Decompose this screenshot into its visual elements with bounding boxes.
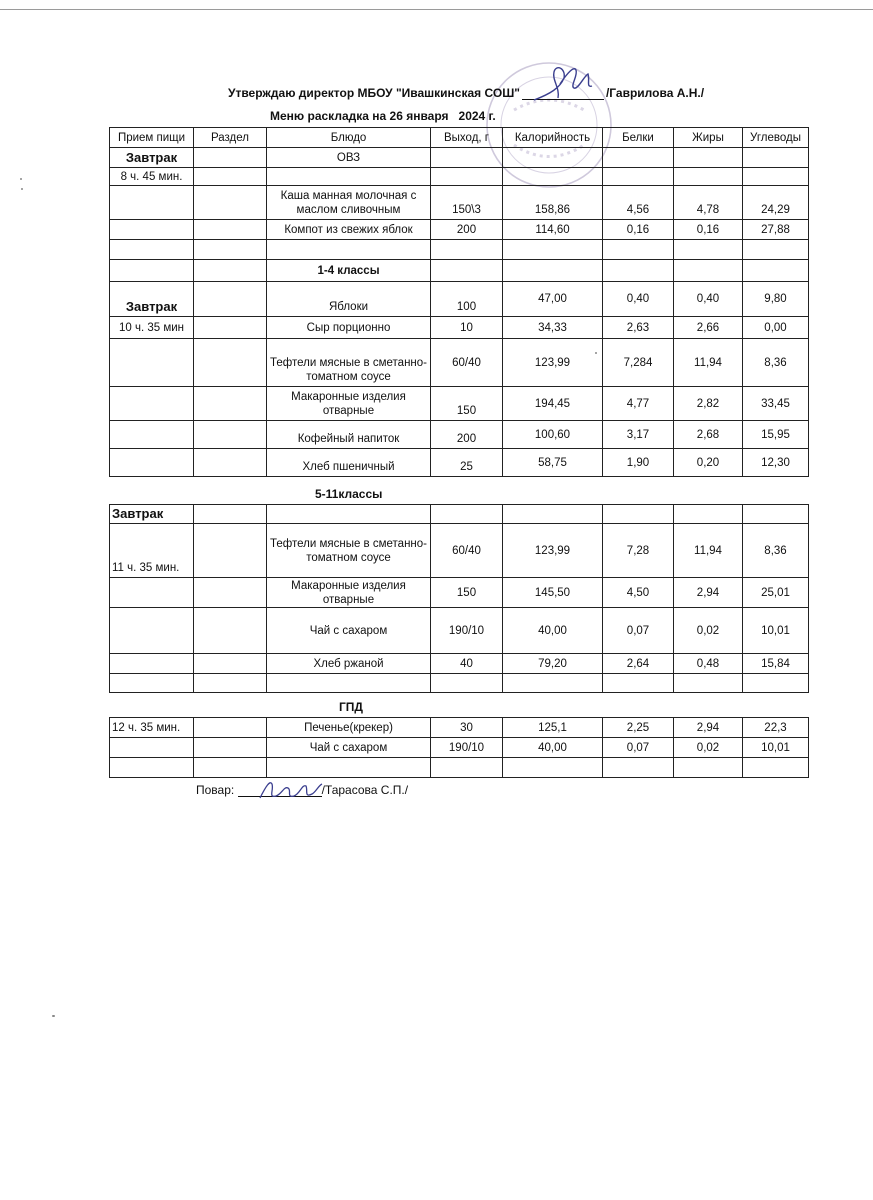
dish-fat: 0,48 <box>674 654 743 674</box>
section-label-5-11: 5-11классы <box>315 487 383 501</box>
table-row <box>110 718 809 738</box>
table-row <box>110 387 809 421</box>
dish-yield: 150 <box>431 387 503 421</box>
table-row <box>110 674 809 693</box>
meal-time: 8 ч. 45 мин. <box>110 168 194 186</box>
dish-fat: 2,94 <box>674 578 743 608</box>
meal-name: Завтрак <box>110 282 194 317</box>
dish-carbs: 27,88 <box>743 220 809 240</box>
dish-carbs: 8,36 <box>743 524 809 578</box>
col-section: Раздел <box>194 128 267 148</box>
dish-fat: 4,78 <box>674 186 743 220</box>
dish-yield: 190/10 <box>431 738 503 758</box>
dish-kcal: 123,99 <box>503 339 603 387</box>
header-row <box>110 128 809 148</box>
table-row <box>110 449 809 477</box>
cook-signature <box>256 776 326 806</box>
menu-table-5-11 <box>109 504 809 693</box>
dish-fat: 2,94 <box>674 718 743 738</box>
table-row <box>110 220 809 240</box>
dish-protein: 2,64 <box>603 654 674 674</box>
table-row <box>110 240 809 260</box>
dish-kcal: 158,86 <box>503 186 603 220</box>
scan-speck <box>20 178 22 180</box>
dish-name: Печенье(крекер) <box>267 718 431 738</box>
dish-carbs: 10,01 <box>743 738 809 758</box>
scan-speck <box>21 188 23 190</box>
dish-protein: 4,50 <box>603 578 674 608</box>
dish-name: Тефтели мясные в сметанно-томатном соусе <box>267 524 431 578</box>
table-row <box>110 738 809 758</box>
dish-name: Чай с сахаром <box>267 608 431 654</box>
dish-protein: 1,90 <box>603 449 674 477</box>
dish-name: Чай с сахаром <box>267 738 431 758</box>
table-row <box>110 505 809 524</box>
dish-carbs: 33,45 <box>743 387 809 421</box>
table-row <box>110 186 809 220</box>
table-row <box>110 608 809 654</box>
dish-fat: 2,82 <box>674 387 743 421</box>
dish-kcal: 114,60 <box>503 220 603 240</box>
dish-fat: 2,66 <box>674 317 743 339</box>
dish-carbs: 8,36 <box>743 339 809 387</box>
dish-name: Хлеб пшеничный <box>267 449 431 477</box>
dish-kcal: 100,60 <box>503 421 603 449</box>
table-row <box>110 148 809 168</box>
dish-fat: 0,20 <box>674 449 743 477</box>
col-yield: Выход, г <box>431 128 503 148</box>
dish-protein: 3,17 <box>603 421 674 449</box>
dish-yield: 200 <box>431 220 503 240</box>
col-protein: Белки <box>603 128 674 148</box>
dish-protein: 0,40 <box>603 282 674 317</box>
table-row <box>110 282 809 317</box>
dish-carbs: 24,29 <box>743 186 809 220</box>
dish-kcal: 58,75 <box>503 449 603 477</box>
dish-carbs: 22,3 <box>743 718 809 738</box>
dish-carbs: 15,95 <box>743 421 809 449</box>
col-meal: Прием пищи <box>110 128 194 148</box>
col-dish: Блюдо <box>267 128 431 148</box>
dish-fat: 11,94 <box>674 339 743 387</box>
dish-yield: 200 <box>431 421 503 449</box>
dish-fat: 0,02 <box>674 738 743 758</box>
dish-protein: 0,07 <box>603 738 674 758</box>
dish-name: Макаронные изделия отварные <box>267 387 431 421</box>
dish-carbs: 0,00 <box>743 317 809 339</box>
director-signature <box>530 58 600 108</box>
meal-name: Завтрак <box>110 148 194 168</box>
table-row <box>110 654 809 674</box>
dish-kcal: 40,00 <box>503 608 603 654</box>
dish-yield: 10 <box>431 317 503 339</box>
table-row <box>110 421 809 449</box>
director-name: /Гаврилова А.Н./ <box>605 86 705 100</box>
col-fat: Жиры <box>674 128 743 148</box>
menu-table-gpd <box>109 717 809 778</box>
dish-name: Тефтели мясные в сметанно-томатном соусе <box>267 339 431 387</box>
dish-protein: 7,28 <box>603 524 674 578</box>
dish-fat: 11,94 <box>674 524 743 578</box>
dish-kcal: 145,50 <box>503 578 603 608</box>
dish-carbs: 12,30 <box>743 449 809 477</box>
dish-fat: 0,02 <box>674 608 743 654</box>
dish-kcal: 47,00 <box>503 282 603 317</box>
table-row <box>110 578 809 608</box>
dish-name: Яблоки <box>267 282 431 317</box>
table-row <box>110 317 809 339</box>
dish-name: Компот из свежих яблок <box>267 220 431 240</box>
scan-speck <box>595 352 597 354</box>
table-row <box>110 758 809 778</box>
dish-yield: 25 <box>431 449 503 477</box>
dish-kcal: 34,33 <box>503 317 603 339</box>
meal-name: Завтрак <box>110 505 194 524</box>
section-label-gpd: ГПД <box>339 700 363 714</box>
dish-protein: 2,25 <box>603 718 674 738</box>
table-row <box>110 524 809 578</box>
dish-kcal: 40,00 <box>503 738 603 758</box>
dish-yield: 150 <box>431 578 503 608</box>
dish-fat: 0,40 <box>674 282 743 317</box>
group-name: 1-4 классы <box>267 260 431 282</box>
menu-table-main <box>109 127 809 477</box>
approval-text: Утверждаю директор МБОУ "Ивашкинская СОШ" <box>228 86 520 100</box>
meal-time: 10 ч. 35 мин <box>110 317 194 339</box>
dish-carbs: 15,84 <box>743 654 809 674</box>
dish-name: Кофейный напиток <box>267 421 431 449</box>
dish-carbs: 9,80 <box>743 282 809 317</box>
approval-line <box>228 86 704 100</box>
meal-time: 11 ч. 35 мин. <box>110 524 194 578</box>
dish-protein: 0,07 <box>603 608 674 654</box>
dish-yield: 150\3 <box>431 186 503 220</box>
dish-yield: 100 <box>431 282 503 317</box>
cook-label: Повар: <box>196 783 235 797</box>
dish-protein: 4,77 <box>603 387 674 421</box>
menu-title: Меню раскладка на 26 января 2024 г. <box>270 109 496 123</box>
dish-protein: 4,56 <box>603 186 674 220</box>
dish-kcal: 79,20 <box>503 654 603 674</box>
col-carbs: Углеводы <box>743 128 809 148</box>
dish-kcal: 125,1 <box>503 718 603 738</box>
table-row <box>110 339 809 387</box>
dish-fat: 0,16 <box>674 220 743 240</box>
group-name: ОВЗ <box>267 148 431 168</box>
col-kcal: Калорийность <box>503 128 603 148</box>
dish-kcal: 194,45 <box>503 387 603 421</box>
dish-yield: 30 <box>431 718 503 738</box>
meal-time: 12 ч. 35 мин. <box>110 718 194 738</box>
dish-yield: 60/40 <box>431 524 503 578</box>
dish-name: Каша манная молочная с маслом сливочным <box>267 186 431 220</box>
dish-protein: 0,16 <box>603 220 674 240</box>
dish-carbs: 25,01 <box>743 578 809 608</box>
dish-yield: 40 <box>431 654 503 674</box>
dish-name: Сыр порционно <box>267 317 431 339</box>
dish-yield: 60/40 <box>431 339 503 387</box>
table-row <box>110 168 809 186</box>
dish-carbs: 10,01 <box>743 608 809 654</box>
dish-kcal: 123,99 <box>503 524 603 578</box>
scan-speck <box>52 1015 55 1017</box>
dish-yield: 190/10 <box>431 608 503 654</box>
dish-protein: 2,63 <box>603 317 674 339</box>
dish-fat: 2,68 <box>674 421 743 449</box>
table-row <box>110 260 809 282</box>
dish-protein: 7,284 <box>603 339 674 387</box>
cook-name: /Тарасова С.П./ <box>321 783 409 797</box>
dish-name: Макаронные изделия отварные <box>267 578 431 608</box>
dish-name: Хлеб ржаной <box>267 654 431 674</box>
scan-edge-line <box>0 9 873 10</box>
